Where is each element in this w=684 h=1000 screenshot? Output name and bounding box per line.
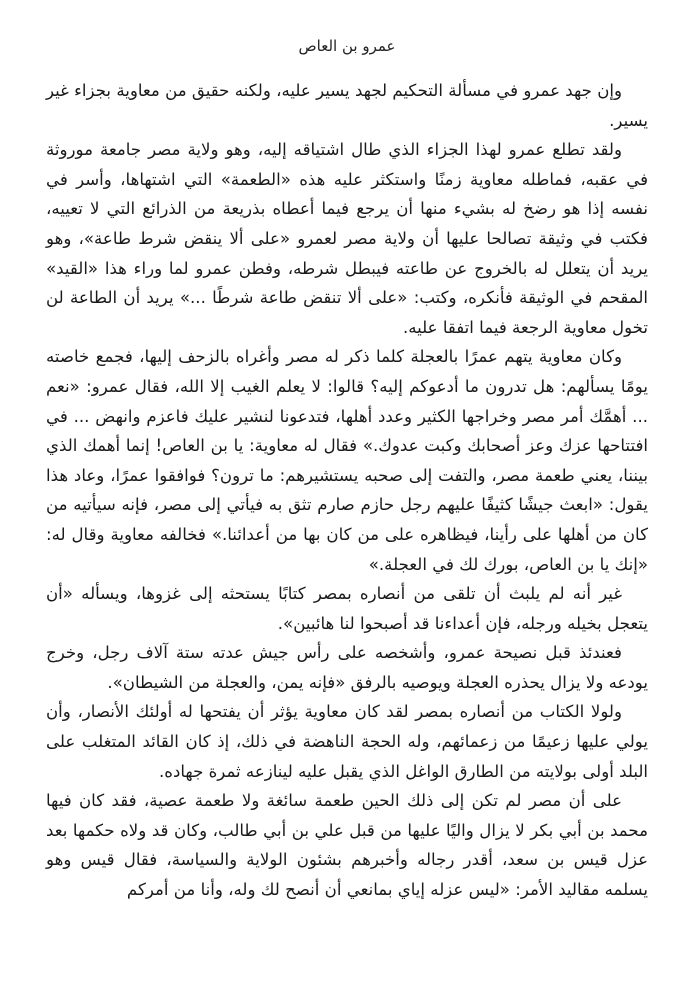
paragraph-2: ولقد تطلع عمرو لهذا الجزاء الذي طال اشتياقه إليه، وهو ولاية مصر جامعة موروثة في عقبه، فماطله معاوية زمنًا واستكثر عليه هذه «الطعمة» التي اشتهاها، وأسر في نفسه إذا هو رضخ له بشيء منها أن يرجع فيما أعطاه بذريعة من الذرائع التي لا تعييه، فكتب في وثيقة تصالحا عليها أن ولاية مصر لعمرو «على ألا ينقض شرط طاعة»، وهو يريد أن يتعلل له بالخروج عن طاعته فيبطل شرطه، وفطن عمرو لما وراء هذا «القيد» المقحم في الوثيقة فأنكره، وكتب: «على ألا تنقض طاعة شرطًا ...» يريد أن الطاعة لن تخول معاوية الرجعة فيما اتفقا عليه. bbox=[46, 140, 648, 337]
running-header: عمرو بن العاص bbox=[298, 37, 396, 55]
body-text bbox=[46, 76, 648, 905]
paragraph-6: ولولا الكتاب من أنصاره بمصر لقد كان معاوية يؤثر أن يفتحها له أولئك الأنصار، وأن يولي عليها زعيمًا من زعمائهم، وله الحجة الناهضة في ذلك، إذ كان القائد المتغلب على البلد أولى بولايته من الطارق الواغل الذي يقبل عليه لينازعه ثمرة جهاده. bbox=[46, 702, 648, 781]
paragraph-1: وإن جهد عمرو في مسألة التحكيم لجهد يسير عليه، ولكنه حقيق من معاوية بجزاء غير يسير. bbox=[46, 81, 648, 130]
paragraph-4: غير أنه لم يلبث أن تلقى من أنصاره بمصر كتابًا يستحثه إلى غزوها، ويسأله «أن يتعجل بخيله ورجله، فإن أعداءنا قد أصبحوا لنا هائبين». bbox=[46, 584, 648, 633]
paragraph-5: فعندئذ قبل نصيحة عمرو، وأشخصه على رأس جيش عدته ستة آلاف رجل، وخرج يودعه ولا يزال يحذره العجلة ويوصيه بالرفق «فإنه يمن، والعجلة من الشيطان». bbox=[46, 643, 648, 692]
paragraph-7: على أن مصر لم تكن إلى ذلك الحين طعمة سائغة ولا طعمة عصية، فقد كان فيها محمد بن أبي بكر لا يزال واليًا عليها من قبل علي بن أبي طالب، وكان قد ولاه حكمها بعد عزل قيس بن سعد، أقدر رجاله وأخبرهم بشئون الولاية والسياسة، فقال قيس وهو يسلمه مقاليد الأمر: «ليس عزله إياي بمانعي أن أنصح لك وله، وأنا من أمركم bbox=[46, 791, 648, 900]
paragraph-3: وكان معاوية يتهم عمرًا بالعجلة كلما ذكر له مصر وأغراه بالزحف إليها، فجمع خاصته يومًا يسألهم: هل تدرون ما أدعوكم إليه؟ قالوا: لا يعلم الغيب إلا الله، فقال عمرو: «نعم ... أهمَّك أمر مصر وخراجها الكثير وعدد أهلها، فتدعونا لنشير عليك فاعزم وانهض ... في افتتاحها عزك وعز أصحابك وكبت عدوك.» فقال له معاوية: يا بن العاص! إنما أهمك الذي بيننا، يعني طعمة مصر، والتفت إلى صحبه يستشيرهم: ما ترون؟ فوافقوا عمرًا، وعاد هذا يقول: «ابعث جيشًا كثيفًا عليهم رجل حازم صارم تثق به فيأتي إلى مصر، فإنه سيأتيه من كان من أهلها على رأينا، فيظاهره على من كان بها من أعدائنا.» فخالفه معاوية وقال له: «إنك يا بن العاص، بورك لك في العجلة.» bbox=[46, 347, 648, 574]
